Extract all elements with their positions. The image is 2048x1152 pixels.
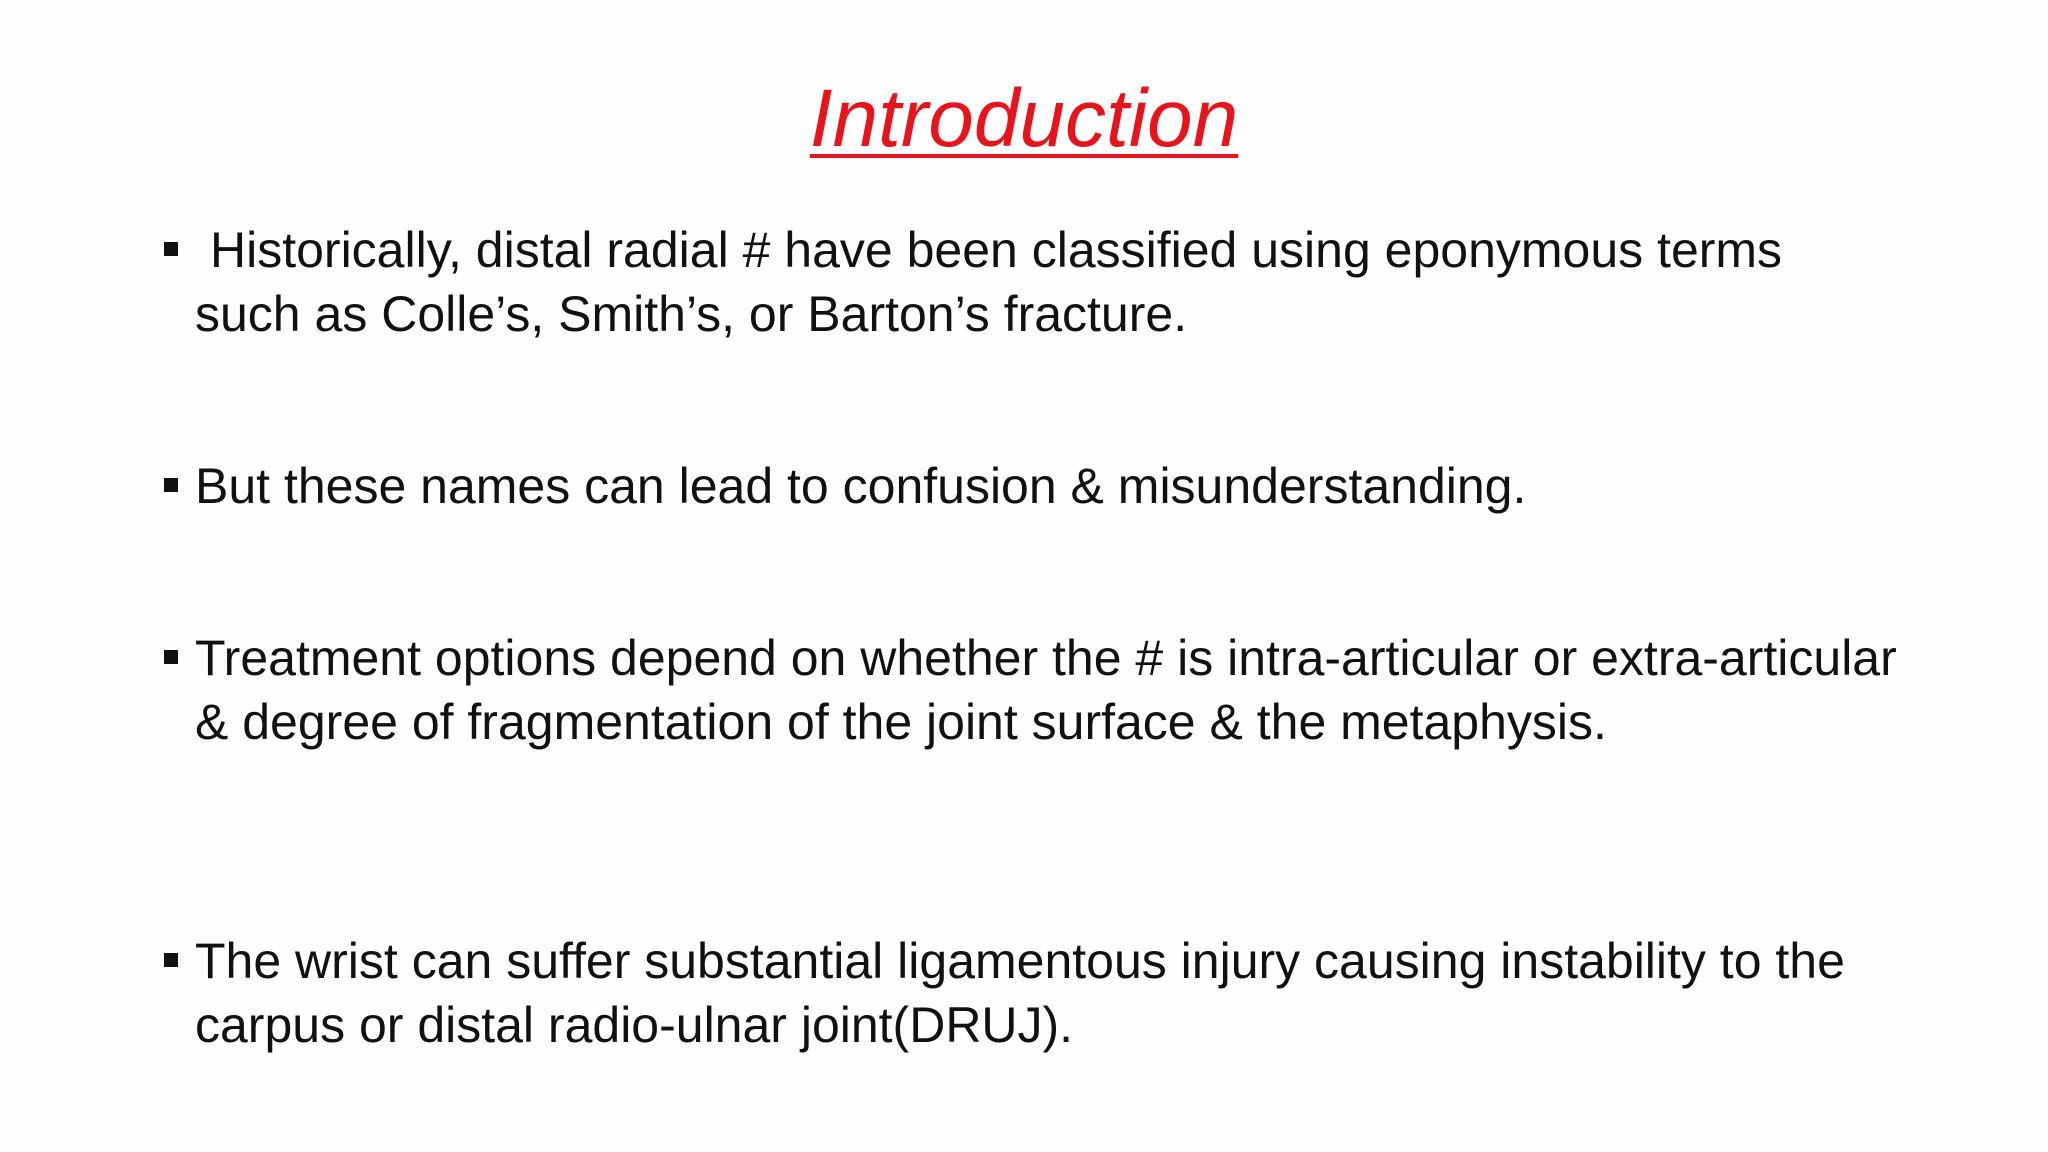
bullet-item bbox=[160, 626, 1900, 754]
slide-title-text: Introduction bbox=[809, 73, 1239, 164]
square-bullet-icon bbox=[164, 242, 178, 256]
bullet-text: Historically, distal radial # have been classified using eponymous terms such as Colle’s, Smith’s, or Barton’s fracture. bbox=[195, 222, 1783, 342]
square-bullet-icon bbox=[164, 953, 178, 967]
bullet-item bbox=[160, 454, 1900, 518]
bullet-text: But these names can lead to confusion & misunderstanding. bbox=[195, 458, 1527, 514]
slide-title bbox=[0, 73, 2048, 164]
bullet-text: The wrist can suffer substantial ligamentous injury causing instability to the carpus or distal radio-ulnar joint(DRUJ). bbox=[195, 933, 1845, 1053]
square-bullet-icon bbox=[164, 478, 178, 492]
bullet-item bbox=[160, 218, 1900, 346]
bullet-text: Treatment options depend on whether the # is intra-articular or extra-articular & degree of fragmentation of the joint surface & the metaphysis. bbox=[195, 630, 1897, 750]
square-bullet-icon bbox=[164, 650, 178, 664]
bullet-item bbox=[160, 929, 1900, 1057]
